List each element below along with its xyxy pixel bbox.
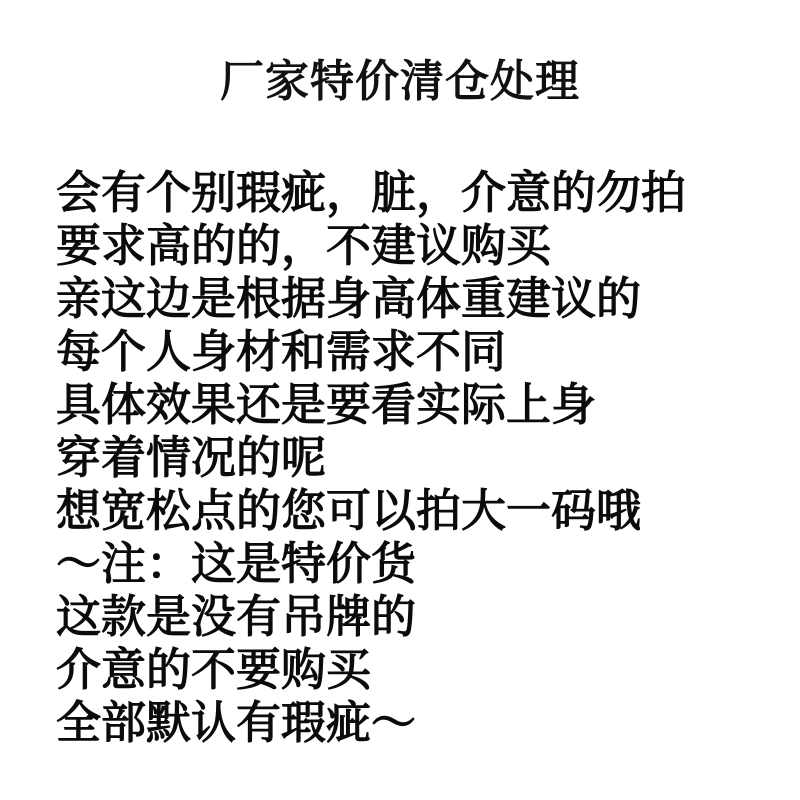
notice-line: 这款是没有吊牌的 bbox=[56, 590, 417, 643]
notice-line: 亲这边是根据身高体重建议的 bbox=[56, 272, 642, 325]
notice-line: ～注：这是特价货 bbox=[56, 537, 417, 590]
notice-line: 全部默认有瑕疵～ bbox=[56, 696, 417, 749]
notice-line: 会有个别瑕疵，脏，介意的勿拍 bbox=[56, 166, 687, 219]
notice-line: 每个人身材和需求不同 bbox=[56, 325, 507, 378]
notice-line: 想宽松点的您可以拍大一码哦 bbox=[56, 484, 642, 537]
notice-line: 具体效果还是要看实际上身 bbox=[56, 378, 597, 431]
notice-line: 介意的不要购买 bbox=[56, 643, 372, 696]
notice-line: 要求高的的，不建议购买 bbox=[56, 219, 552, 272]
notice-line: 穿着情况的呢 bbox=[56, 431, 327, 484]
notice-body bbox=[56, 166, 756, 749]
page-title: 厂家特价清仓处理 bbox=[220, 56, 580, 107]
